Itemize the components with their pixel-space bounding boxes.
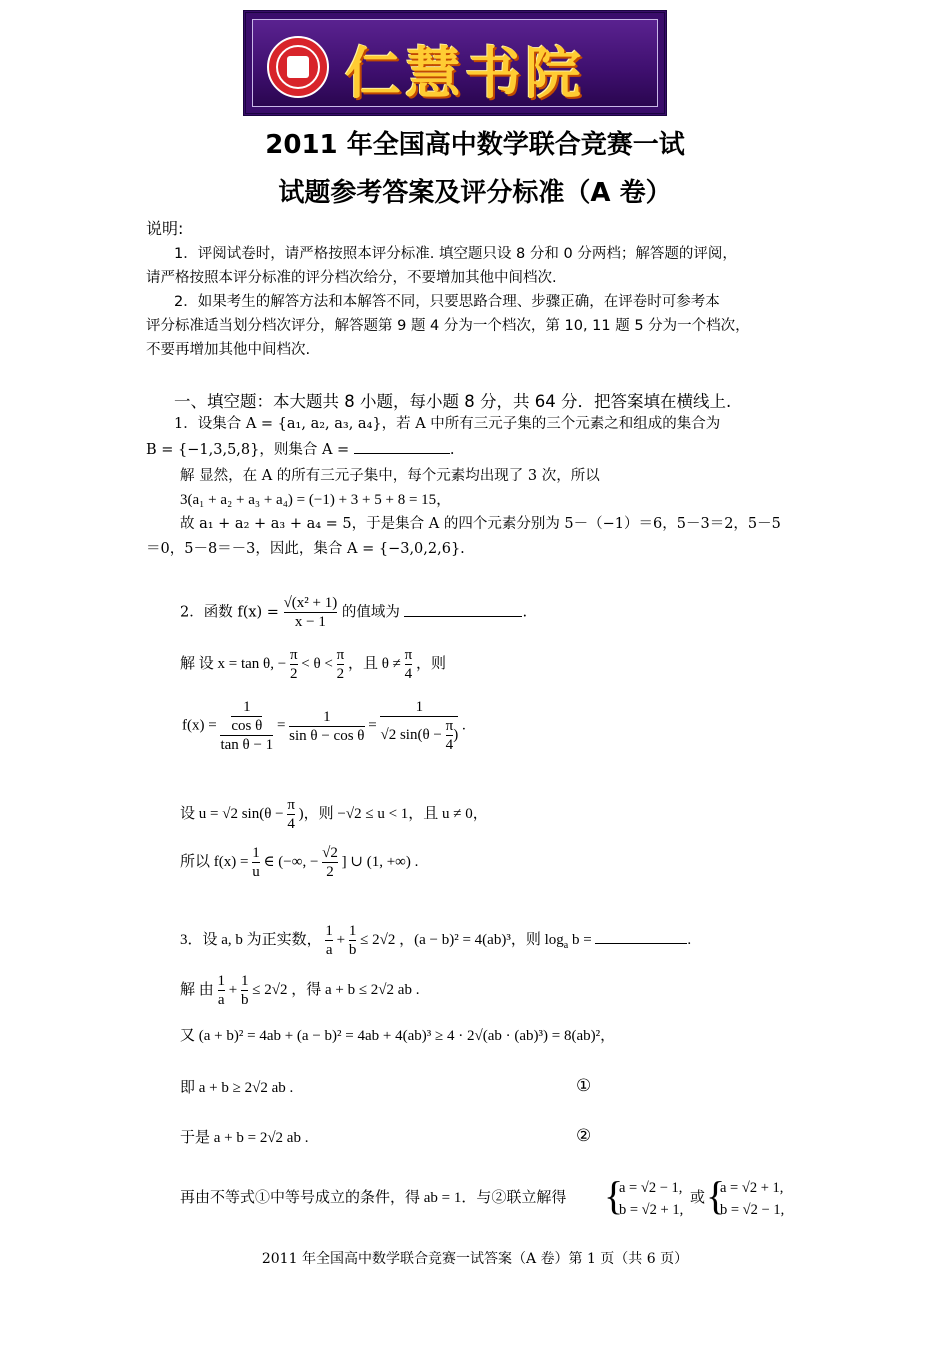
note1-line2: 请严格按照本评分标准的评分档次给分，不要增加其他中间档次. xyxy=(146,270,557,286)
note2-line2: 评分标准适当划分档次评分，解答题第 9 题 4 分为一个档次，第 10, 11 题 5 分为一个档次， xyxy=(146,318,750,334)
q2-complex-fraction: $\frac{\frac{1}{\text{cos θ}}}{\text{tan θ − 1}}$ xyxy=(220,699,274,753)
q2-answer-blank xyxy=(404,600,522,617)
q2-solution-result: 所以 f(x) = $\frac{1}{u}$ ∈ (−∞, − $\frac{√2}{2}$ ] ∪ (1, +∞) . xyxy=(180,845,419,880)
q2-fx-label: f(x) = xyxy=(182,717,217,734)
q2-stem: 2．函数 f(x) = $\frac{\text{√(x² + 1)}}{x - 1}$ 的值域为 . xyxy=(180,595,528,630)
q1-stem-line1: 1．设集合 A = {a₁, a₂, a₃, a₄}，若 A 中所有三元子集的三个元素之和组成的集合为 xyxy=(174,416,721,432)
equation-marker-2: ② xyxy=(576,1126,592,1146)
q3-answer-blank xyxy=(595,927,687,944)
case1: a = √2 − 1, b = √2 + 1, xyxy=(619,1180,684,1218)
q2-frac-pi4: $\frac{\pi}{4}$ xyxy=(404,647,413,682)
page-subtitle: 试题参考答案及评分标准（A 卷） xyxy=(278,178,672,208)
case2: a = √2 + 1, b = √2 − 1, xyxy=(720,1180,785,1218)
note1-line1: 1．评阅试卷时，请严格按照本评分标准. 填空题只设 8 分和 0 分两档；解答题的评阅， xyxy=(174,246,737,262)
page-title: 2011 年全国高中数学联合竞赛一试 xyxy=(265,130,685,160)
seal-logo-icon xyxy=(267,36,329,98)
q2-stem-post: 的值域为 xyxy=(341,604,400,621)
q2-stem-pre: 2．函数 f(x) = xyxy=(180,604,279,621)
q2-frac-den: x − 1 xyxy=(284,612,338,631)
q1-solution-line1: 解 显然，在 A 的所有三元子集中，每个元素均出现了 3 次，所以 xyxy=(180,468,600,484)
q2-frac-pi2-a: $\frac{\pi}{2}$ xyxy=(289,647,298,682)
q1-solution-line3: 故 a₁ + a₂ + a₃ + a₄ = 5，于是集合 A 的四个元素分别为 5－（−1）＝6，5－3＝2，5－5 xyxy=(180,516,781,532)
q1-stem-text: B = {−1,3,5,8}，则集合 A = xyxy=(146,442,350,458)
banner-panel xyxy=(252,19,658,107)
q2-solution-u: 设 u = √2 sin(θ − $\frac{\pi}{4}$ )，则 −√2 ≤ u < 1，且 u ≠ 0， xyxy=(180,797,488,832)
q2-sol1-post: ，且 θ ≠ xyxy=(347,655,401,672)
q2-frac-pi2-b: $\frac{\pi}{2}$ xyxy=(336,647,345,682)
q2-fraction-sqrt2-sin: 1 √2 sin(θ − $\frac{\pi}{4}$ ) xyxy=(380,699,459,753)
q2-derivation: f(x) = $\frac{\frac{1}{\text{cos θ}}}{\text{tan θ − 1}}$ = $\frac{1}{\text{sin θ − cos θ}}$ = 1 √2 sin(θ − $\frac{\pi}{4}$ ) . xyxy=(182,699,466,753)
q3-stem: 3．设 a, b 为正实数， $\frac{1}{a}$ + $\frac{1}{b}$ ≤ 2√2 ，(a − b)² = 4(ab)³，则 $\log_a b$ = . xyxy=(180,923,692,958)
q2-sol1-end: ，则 xyxy=(415,655,446,672)
note2-line1: 2．如果考生的解答方法和本解答不同，只要思路合理、步骤正确，在评卷时可参考本 xyxy=(174,294,720,310)
q1-answer-blank xyxy=(354,437,450,454)
equation-marker-1: ① xyxy=(576,1076,592,1096)
q2-inequality: < θ < xyxy=(301,655,333,672)
banner-title: 仁慧书院 xyxy=(345,42,585,107)
notes-label: 说明: xyxy=(146,219,184,238)
q3-solution-line5: 再由不等式①中等号成立的条件，得 ab = 1．与②联立解得 xyxy=(180,1190,567,1206)
q2-solution-line1 xyxy=(180,646,446,683)
q3-solution-line2: 又 (a + b)² = 4ab + (a − b)² = 4ab + 4(ab)³ ≥ 4 · 2√(ab · (ab)³) = 8(ab)²， xyxy=(180,1028,616,1044)
q2-fraction xyxy=(284,594,338,631)
left-brace-1: { xyxy=(604,1173,624,1218)
banner xyxy=(243,10,667,116)
or-text: 或 xyxy=(690,1190,706,1206)
q2-fraction-sin-cos: $\frac{1}{\text{sin θ − cos θ}}$ xyxy=(289,708,365,744)
page-footer: 2011 年全国高中数学联合竞赛一试答案（A 卷）第 1 页（共 6 页） xyxy=(261,1251,689,1267)
q2-sol1-pre: 解 设 x = tan θ, − xyxy=(180,655,287,672)
section1-heading: 一、填空题：本大题共 8 小题，每小题 8 分，共 64 分．把答案填在横线上. xyxy=(174,392,732,411)
q1-solution-line2: 3(a₁ + a₂ + a₃ + a₄) = (−1) + 3 + 5 + 8 = 15， xyxy=(180,492,452,508)
q1-solution-line4: ＝0，5－8＝－3，因此，集合 A = {−3,0,2,6}. xyxy=(146,541,465,557)
q3-solution-line1: 解 由 $\frac{1}{a}$ + $\frac{1}{b}$ ≤ 2√2 ，得 a + b ≤ 2√2 ab . xyxy=(180,973,420,1008)
note2-line3: 不要再增加其他中间档次. xyxy=(146,342,311,358)
left-brace-2: { xyxy=(706,1173,726,1218)
q3-solution-line4: 于是 a + b = 2√2 ab . xyxy=(180,1130,309,1146)
q1-stem-line2: B = {−1,3,5,8}，则集合 A = . xyxy=(146,437,454,462)
q3-solution-line3: 即 a + b ≥ 2√2 ab . xyxy=(180,1080,294,1096)
q2-frac-num: √(x² + 1) xyxy=(283,595,338,611)
